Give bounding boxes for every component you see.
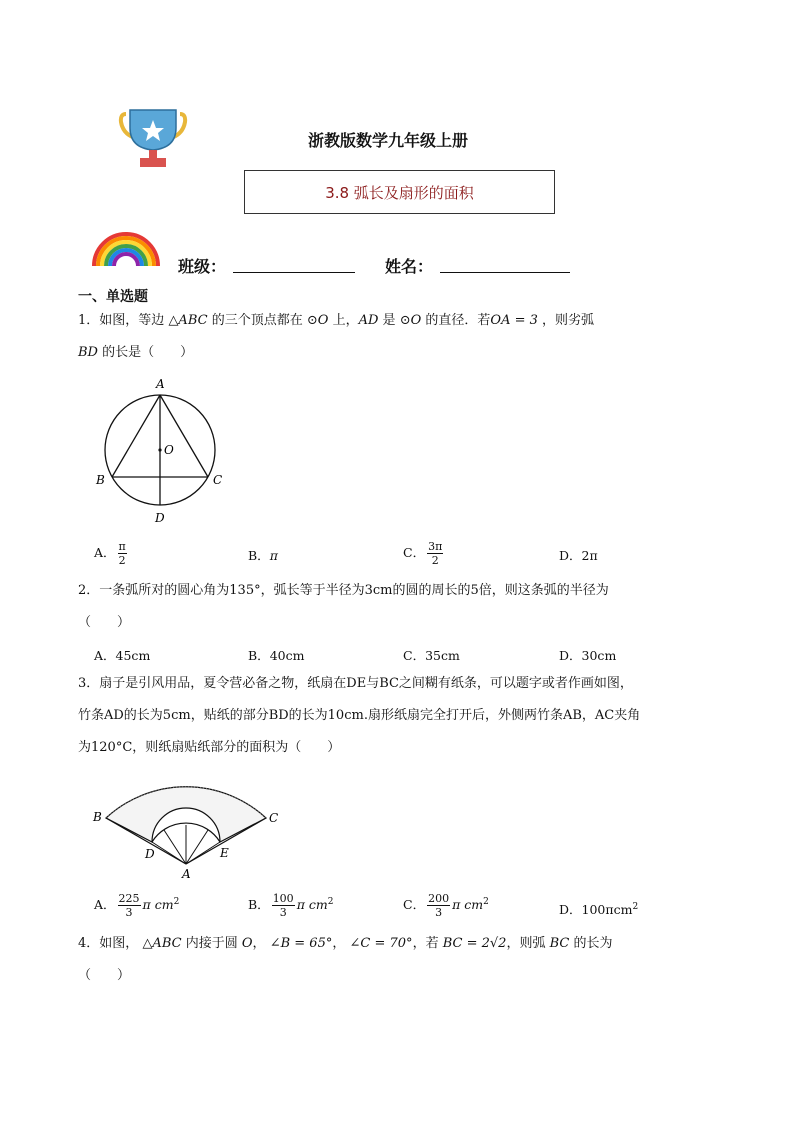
q3-label-b: B: [93, 810, 102, 824]
q1-label-a: A: [156, 377, 165, 391]
q3-option-d[interactable]: D．100πcm$^2$: [559, 901, 639, 917]
q3-option-b[interactable]: B． $\frac{100}{3}$ π $cm^2$: [248, 892, 334, 919]
q3-label-a: A: [182, 867, 191, 881]
q1-option-d[interactable]: D．2π: [559, 548, 598, 563]
lesson-title-box: [244, 170, 555, 214]
q1-label-d: D: [155, 511, 165, 525]
section-heading: 一、单选题: [78, 289, 148, 305]
q1-option-c[interactable]: C． $\frac{3\pi}{2}$: [403, 540, 443, 567]
q3-label-d: D: [145, 847, 155, 861]
q1-label-c: C: [213, 473, 223, 487]
q2-option-a[interactable]: A．45cm: [94, 648, 151, 663]
q2-option-c[interactable]: C．35cm: [403, 648, 460, 663]
figure-q3-fan: [90, 772, 290, 882]
class-label: 班级：: [178, 257, 227, 276]
question-3: 3．扇子是引风用品，夏令营必备之物，纸扇在DE与BC之间糊有纸条，可以题字或者作画如图， 竹条AD的长为5cm，贴纸的部分BD的长为10cm.扇形纸扇完全打开后，外侧两竹条AB，AC夹角 为120°C，则纸扇贴纸部分的面积为（ ）: [78, 676, 641, 755]
page-title: 浙教版数学九年级上册: [308, 131, 469, 150]
class-field[interactable]: [233, 254, 355, 273]
q3-label-e: E: [220, 846, 229, 860]
q1-label-o: O: [164, 443, 174, 457]
name-field[interactable]: [440, 254, 570, 273]
q1-label-b: B: [96, 473, 105, 487]
trophy-icon: [118, 108, 188, 170]
figure-q1-circle: [92, 372, 232, 527]
q2-option-d[interactable]: D．30cm: [559, 648, 617, 663]
rainbow-icon: [90, 226, 162, 268]
q3-label-c: C: [269, 811, 279, 825]
lesson-title: 3.8 弧长及扇形的面积: [325, 183, 474, 202]
question-4: 4．如图， △ABC 内接于圆 O， ∠B = 65°， ∠C = 70°，若 BC = 2√2，则弧 BC 的长为 （ ）: [78, 936, 613, 983]
q1-option-a[interactable]: A． $\frac{\pi}{2}$: [94, 540, 126, 567]
q3-option-c[interactable]: C． $\frac{200}{3}$ π $cm^2$: [403, 892, 489, 919]
question-2: 2．一条弧所对的圆心角为135°，弧长等于半径为3cm的圆的周长的5倍，则这条弧的半径为 （ ）: [78, 583, 609, 630]
q2-option-b[interactable]: B．40cm: [248, 648, 305, 663]
q3-option-a[interactable]: A． $\frac{225}{3}$ π $cm^2$: [94, 892, 180, 919]
name-label: 姓名：: [385, 257, 434, 276]
question-1: 1．如图，等边 △ABC 的三个顶点都在 ⊙O 上，AD 是 ⊙O 的直径．若OA = 3 ，则劣弧 BD 的长是（ ）: [78, 313, 595, 360]
q1-option-b[interactable]: B．π: [248, 548, 278, 563]
